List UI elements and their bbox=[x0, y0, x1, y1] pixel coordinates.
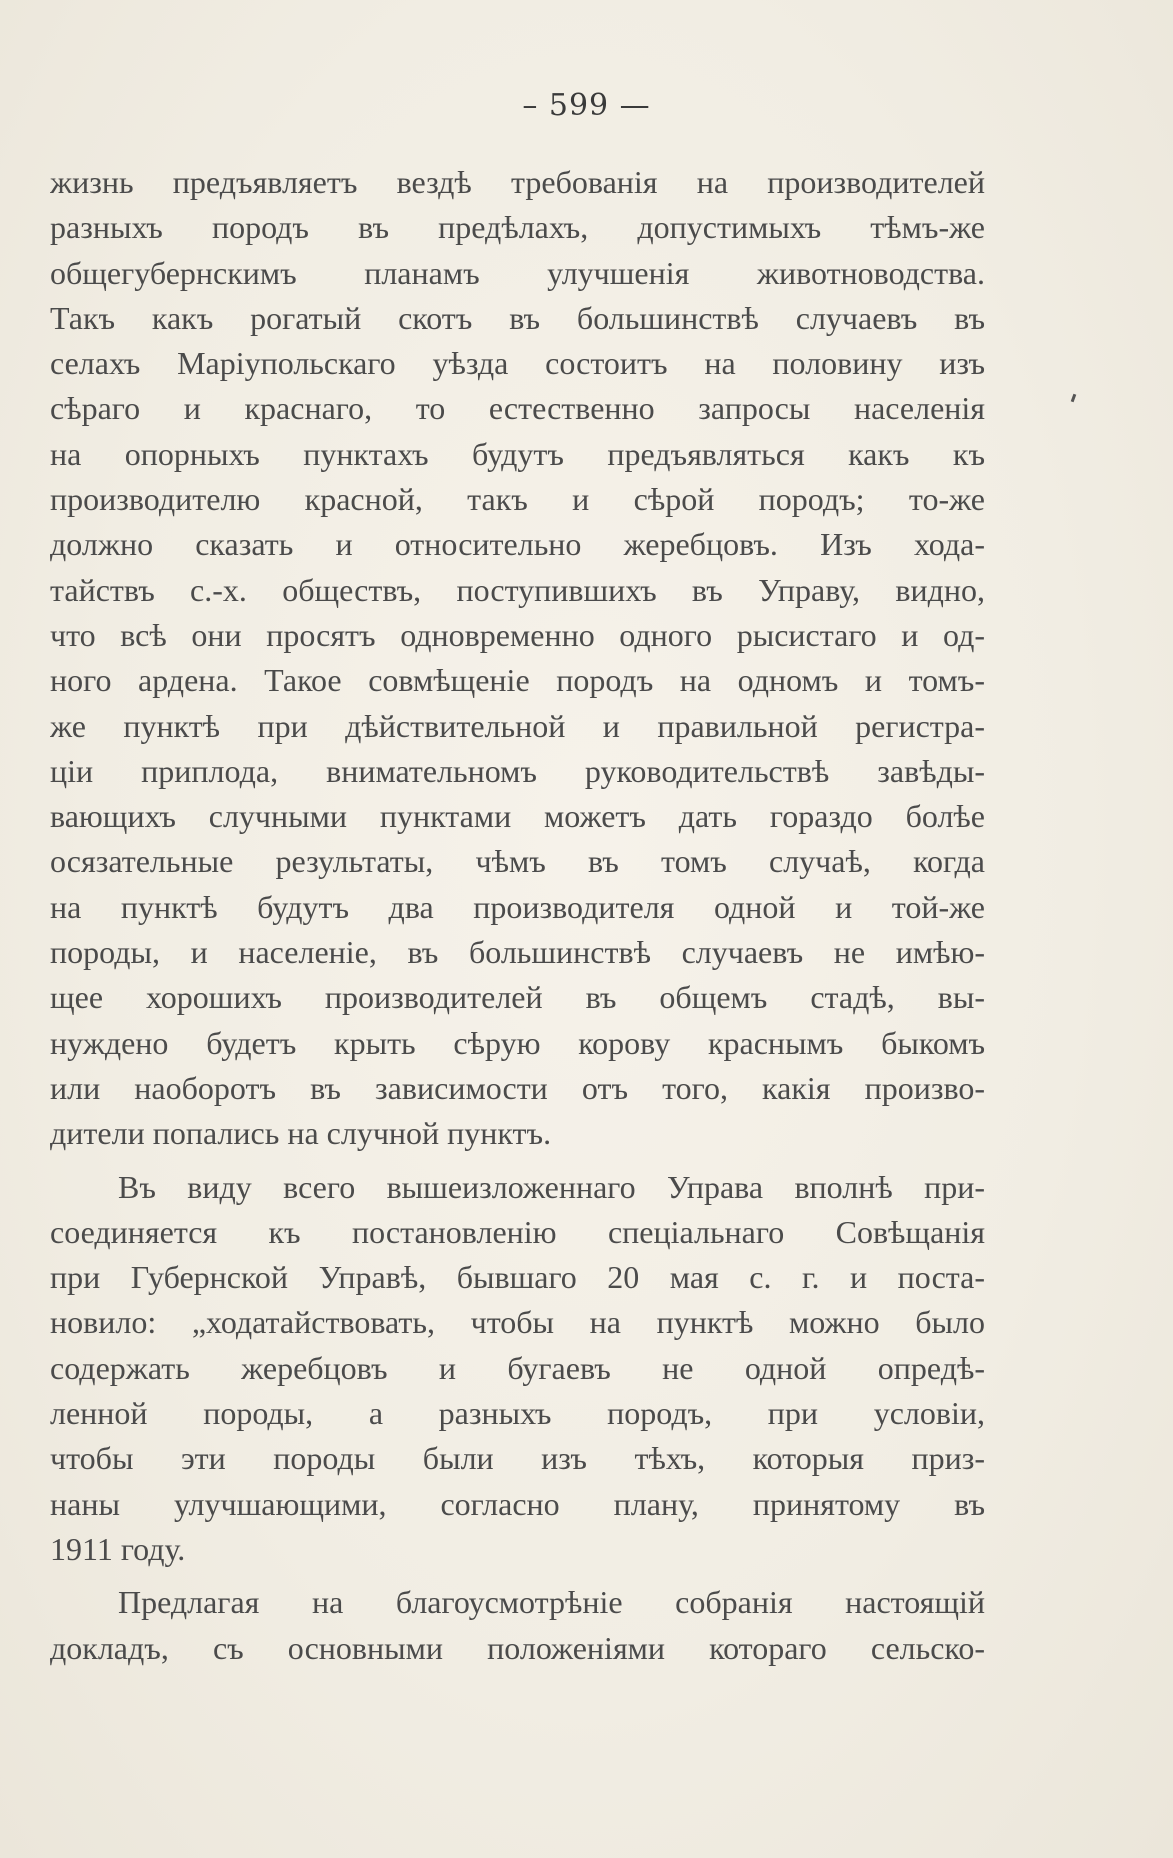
text-line: селахъ Маріупольскаго уѣзда состоитъ на половину изъ bbox=[50, 345, 985, 382]
text-line: чтобы эти породы были изъ тѣхъ, которыя приз- bbox=[50, 1440, 985, 1477]
text-line: жизнь предъявляетъ вездѣ требованія на производителей bbox=[50, 164, 985, 200]
text-line: Въ виду всего вышеизложеннаго Управа вполнѣ при- bbox=[118, 1168, 985, 1205]
text-line: 1911 году. bbox=[50, 1530, 186, 1567]
text-line: разныхъ породъ въ предѣлахъ, допустимыхъ тѣмъ-же bbox=[50, 209, 985, 246]
text-line: при Губернской Управѣ, бывшаго 20 мая с. г. и поста- bbox=[50, 1259, 985, 1296]
text-line: должно сказать и относительно жеребцовъ. Изъ хода- bbox=[50, 526, 985, 563]
ink-speck bbox=[1071, 394, 1077, 403]
text-line: производителю красной, такъ и сѣрой породъ; то-же bbox=[50, 481, 985, 518]
text-line: содержать жеребцовъ и бугаевъ не одной опредѣ- bbox=[50, 1349, 985, 1386]
text-line: на пунктѣ будутъ два производителя одной и той-же bbox=[50, 888, 985, 925]
text-line: ціи приплода, внимательномъ руководительствѣ завѣды- bbox=[50, 752, 985, 789]
text-line: вающихъ случными пунктами можетъ дать гораздо болѣе bbox=[50, 798, 985, 835]
text-line: же пунктѣ при дѣйствительной и правильной регистра- bbox=[50, 707, 985, 744]
text-line: или наоборотъ въ зависимости отъ того, какія произво- bbox=[50, 1069, 985, 1106]
text-line: породы, и населеніе, въ большинствѣ случаевъ не имѣю- bbox=[50, 934, 985, 971]
text-line: Такъ какъ рогатый скотъ въ большинствѣ случаевъ въ bbox=[50, 299, 985, 336]
text-line: докладъ, съ основными положеніями котораго сельско- bbox=[50, 1629, 985, 1666]
text-line: что всѣ они просятъ одновременно одного рысистаго и од- bbox=[50, 616, 985, 653]
text-line: дители попались на случной пунктъ. bbox=[50, 1115, 552, 1152]
text-line: Предлагая на благоусмотрѣніе собранія настоящій bbox=[118, 1584, 985, 1621]
text-line: нуждено будетъ крыть сѣрую корову краснымъ быкомъ bbox=[50, 1024, 985, 1061]
text-line: общегубернскимъ планамъ улучшенія животноводства. bbox=[50, 254, 985, 291]
body-text bbox=[50, 160, 985, 1671]
text-line: ленной породы, а разныхъ породъ, при условіи, bbox=[50, 1395, 985, 1432]
page-number: – 599 — bbox=[522, 88, 651, 123]
text-line: ного ардена. Такое совмѣщеніе породъ на одномъ и томъ- bbox=[50, 662, 985, 699]
text-line: новило: „ходатайствовать, чтобы на пунктѣ можно было bbox=[50, 1304, 985, 1341]
text-line: на опорныхъ пунктахъ будутъ предъявляться какъ къ bbox=[50, 435, 985, 472]
text-line: тайствъ с.-х. обществъ, поступившихъ въ Управу, видно, bbox=[50, 571, 985, 608]
text-line: наны улучшающими, согласно плану, принятому въ bbox=[50, 1485, 985, 1522]
text-line: осязательные результаты, чѣмъ въ томъ случаѣ, когда bbox=[50, 843, 985, 880]
text-line: щее хорошихъ производителей въ общемъ стадѣ, вы- bbox=[50, 979, 985, 1016]
text-line: соединяется къ постановленію спеціальнаго Совѣщанія bbox=[50, 1213, 985, 1250]
text-line: сѣраго и краснаго, то естественно запросы населенія bbox=[50, 390, 985, 427]
